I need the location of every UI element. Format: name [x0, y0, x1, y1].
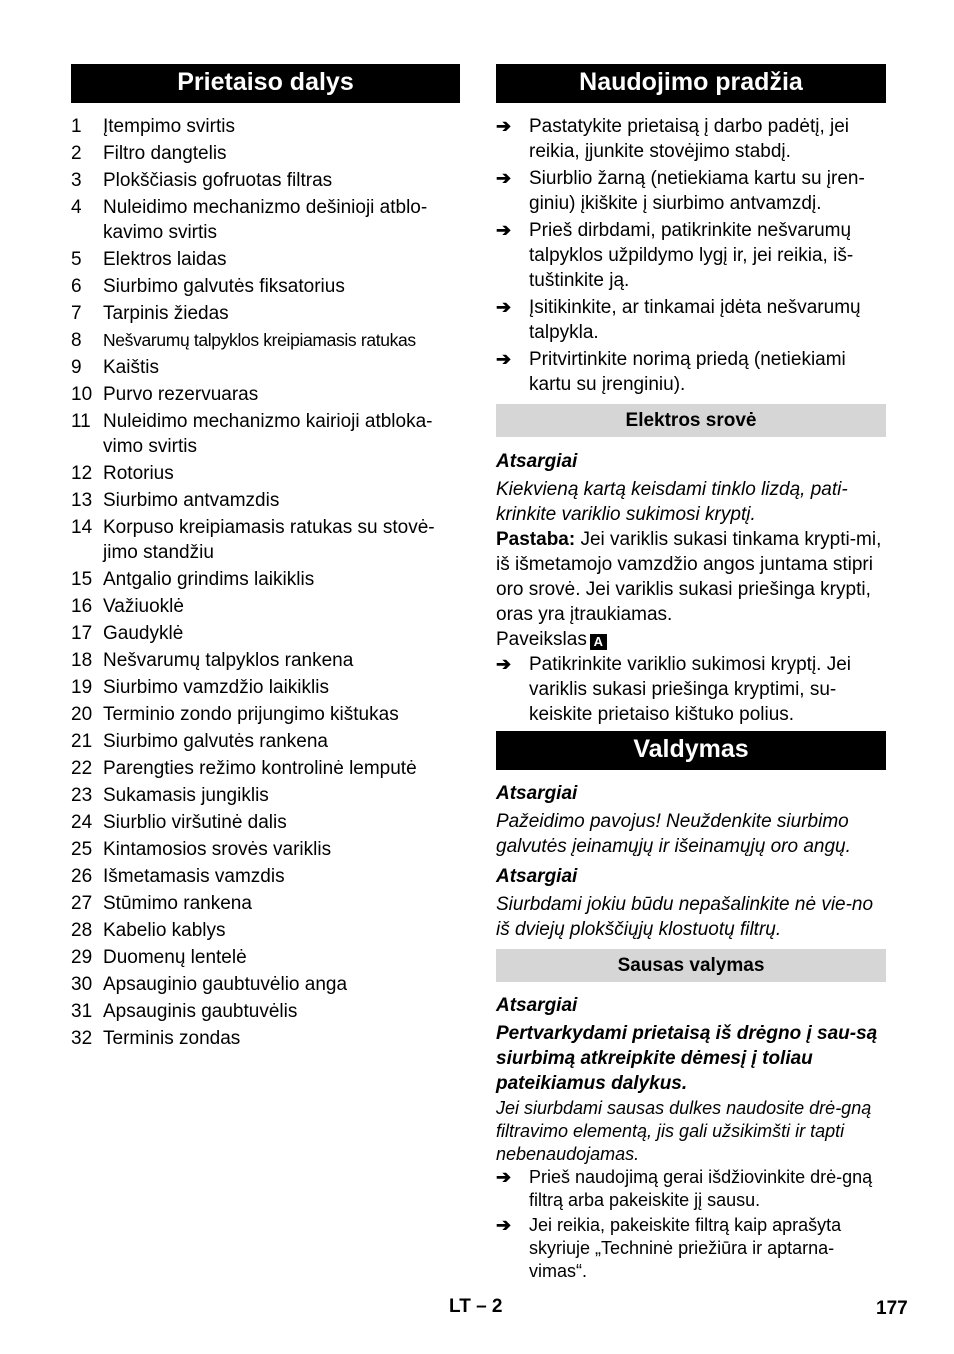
list-item [71, 648, 460, 673]
bullet-text: Įsitikinkite, ar tinkamai įdėta nešvarumų talpykla. [529, 297, 861, 343]
list-item [71, 515, 460, 565]
item-text: Purvo rezervuaras [103, 384, 259, 405]
control-caution1-label: Atsargiai [496, 783, 578, 804]
item-text: Važiuoklė [103, 596, 184, 617]
item-text: Nešvarumų talpyklos kreipiamasis ratukas [103, 330, 416, 350]
list-item [71, 972, 460, 997]
bullet-item [496, 114, 886, 164]
item-text: Filtro dangtelis [103, 143, 227, 164]
bullet-text: Jei reikia, pakeiskite filtrą kaip aprašyta skyriuje „Techninė priežiūra ir aptarna-vimas“. [529, 1215, 842, 1281]
item-text: Išmetamasis vamzdis [103, 866, 285, 887]
start-heading: Naudojimo pradžia [496, 64, 886, 103]
item-number: 22 [71, 758, 93, 779]
note-text: Jei variklis sukasi tinkama krypti-mi, iš išmetamojo vamzdžio angos juntama stipri oro srovė. Jei variklis sukasi priešinga krypti, oras yra įtraukiamas. [496, 529, 882, 625]
arrow-icon: ➔ [496, 168, 512, 188]
bullet-text: Pastatykite prietaisą į darbo padėtį, jei reikia, įjunkite stovėjimo stabdį. [529, 116, 850, 162]
parts-list [71, 114, 460, 1051]
list-item [71, 594, 460, 619]
list-item [71, 702, 460, 727]
item-number: 21 [71, 731, 93, 752]
item-text: Siurbimo galvutės rankena [103, 731, 328, 752]
item-text: Parengties režimo kontrolinė lemputė [103, 758, 417, 779]
item-text: Terminis zondas [103, 1028, 241, 1049]
item-text: Siurbimo vamzdžio laikiklis [103, 677, 329, 698]
item-text: Nuleidimo mechanizmo dešinioji atblo-kavimo svirtis [103, 197, 428, 243]
dry-caution-bold: Pertvarkydami prietaisą iš drėgno į sau-są siurbimą atkreipkite dėmesį į toliau pateikiamus dalykus. [496, 1023, 878, 1094]
list-item [71, 918, 460, 943]
power-note [496, 527, 886, 627]
item-text: Tarpinis žiedas [103, 303, 229, 324]
power-caution-label: Atsargiai [496, 451, 578, 472]
item-text: Įtempimo svirtis [103, 116, 235, 137]
item-number: 9 [71, 357, 82, 378]
list-item [71, 382, 460, 407]
bullet-item [496, 1166, 886, 1212]
list-item [71, 999, 460, 1024]
item-text: Sukamasis jungiklis [103, 785, 269, 806]
item-number: 24 [71, 812, 93, 833]
arrow-icon: ➔ [496, 116, 512, 136]
arrow-icon: ➔ [496, 654, 512, 674]
control-heading: Valdymas [496, 731, 886, 770]
list-item [71, 301, 460, 326]
list-item [71, 274, 460, 299]
list-item [71, 355, 460, 380]
list-item [71, 168, 460, 193]
list-item [71, 837, 460, 862]
list-item [71, 567, 460, 592]
item-text: Elektros laidas [103, 249, 227, 270]
item-number: 5 [71, 249, 82, 270]
list-item [71, 195, 460, 245]
control-caution1-text: Pažeidimo pavojus! Neuždenkite siurbimo galvutės įeinamųjų ir išeinamųjų oro angų. [496, 811, 851, 857]
list-item [71, 756, 460, 781]
dry-heading: Sausas valymas [496, 949, 886, 982]
item-number: 7 [71, 303, 82, 324]
item-text: Kaištis [103, 357, 159, 378]
item-number: 17 [71, 623, 93, 644]
item-text: Gaudyklė [103, 623, 184, 644]
list-item [71, 945, 460, 970]
figure-label: Paveikslas [496, 629, 587, 650]
list-item [71, 891, 460, 916]
item-number: 4 [71, 197, 82, 218]
item-number: 12 [71, 463, 93, 484]
note-label: Pastaba: [496, 529, 576, 550]
arrow-icon: ➔ [496, 1215, 512, 1235]
arrow-icon: ➔ [496, 220, 512, 240]
figure-a-icon: A [590, 634, 607, 650]
item-number: 2 [71, 143, 82, 164]
list-item [71, 247, 460, 272]
bullet-item [496, 218, 886, 293]
bullet-text: Prieš dirbdami, patikrinkite nešvarumų talpyklos užpildymo lygį ir, jei reikia, iš-tuštinkite ją. [529, 220, 854, 291]
item-text: Siurbimo antvamzdis [103, 490, 280, 511]
item-text: Korpuso kreipiamasis ratukas su stovė-jimo standžiu [103, 517, 435, 563]
item-number: 8 [71, 330, 82, 351]
bullet-item [496, 166, 886, 216]
page-number: 177 [876, 1298, 908, 1319]
item-text: Apsauginio gaubtuvėlio anga [103, 974, 348, 995]
item-number: 29 [71, 947, 93, 968]
item-text: Siurbimo galvutės fiksatorius [103, 276, 345, 297]
arrow-icon: ➔ [496, 297, 512, 317]
list-item [71, 461, 460, 486]
item-text: Duomenų lentelė [103, 947, 247, 968]
list-item [71, 328, 460, 353]
item-text: Siurblio viršutinė dalis [103, 812, 287, 833]
bullet-item [496, 1214, 886, 1283]
item-number: 14 [71, 517, 93, 538]
list-item [71, 621, 460, 646]
list-item [71, 729, 460, 754]
control-caution2-text: Siurbdami jokiu būdu nepašalinkite nė vie-no iš dviejų plokščiųjų klostuotų filtrų. [496, 894, 874, 940]
dry-caution-text: Jei siurbdami sausas dulkes naudosite drė-gną filtravimo elementą, jis gali užsikimšti ir tapti nebenaudojamas. [496, 1098, 872, 1164]
item-number: 15 [71, 569, 93, 590]
item-text: Antgalio grindims laikiklis [103, 569, 315, 590]
start-bullets [496, 114, 886, 397]
item-number: 18 [71, 650, 93, 671]
bullet-text: Prieš naudojimą gerai išdžiovinkite drė-gną filtrą arba pakeiskite jį sausu. [529, 1167, 873, 1210]
item-number: 23 [71, 785, 93, 806]
dry-bullets [496, 1166, 886, 1283]
list-item [71, 1026, 460, 1051]
list-item [71, 864, 460, 889]
figure-reference [496, 627, 886, 652]
list-item [71, 141, 460, 166]
item-number: 28 [71, 920, 93, 941]
control-caution2-label: Atsargiai [496, 866, 578, 887]
arrow-icon: ➔ [496, 1167, 512, 1187]
item-number: 26 [71, 866, 93, 887]
bullet-item [496, 652, 886, 727]
item-number: 32 [71, 1028, 93, 1049]
item-number: 27 [71, 893, 93, 914]
list-item [71, 810, 460, 835]
bullet-text: Siurblio žarną (netiekiama kartu su įren-giniu) įkiškite į siurbimo antvamzdį. [529, 168, 865, 214]
item-number: 19 [71, 677, 93, 698]
dry-caution-label: Atsargiai [496, 995, 578, 1016]
bullet-item [496, 295, 886, 345]
item-text: Apsauginis gaubtuvėlis [103, 1001, 298, 1022]
item-number: 3 [71, 170, 82, 191]
bullet-text: Patikrinkite variklio sukimosi kryptį. Jei variklis sukasi priešinga kryptimi, su-keiskite prietaiso kištuko polius. [529, 654, 852, 725]
footer-language-page: LT – 2 [449, 1296, 503, 1317]
item-number: 10 [71, 384, 93, 405]
arrow-icon: ➔ [496, 349, 512, 369]
item-number: 11 [71, 411, 91, 432]
item-number: 20 [71, 704, 93, 725]
item-number: 16 [71, 596, 93, 617]
item-number: 30 [71, 974, 93, 995]
item-text: Nuleidimo mechanizmo kairioji atbloka-vimo svirtis [103, 411, 433, 457]
item-text: Terminio zondo prijungimo kištukas [103, 704, 399, 725]
list-item [71, 488, 460, 513]
item-text: Nešvarumų talpyklos rankena [103, 650, 354, 671]
item-number: 31 [71, 1001, 93, 1022]
item-text: Kintamosios srovės variklis [103, 839, 332, 860]
item-text: Kabelio kablys [103, 920, 226, 941]
list-item [71, 409, 460, 459]
item-number: 25 [71, 839, 93, 860]
bullet-text: Pritvirtinkite norimą priedą (netiekiami kartu su įrenginiu). [529, 349, 846, 395]
parts-column [71, 64, 460, 1053]
item-text: Rotorius [103, 463, 174, 484]
item-text: Stūmimo rankena [103, 893, 252, 914]
parts-heading: Prietaiso dalys [71, 64, 460, 103]
list-item [71, 114, 460, 139]
bullet-item [496, 347, 886, 397]
instructions-column [496, 64, 886, 1285]
item-number: 6 [71, 276, 82, 297]
list-item [71, 783, 460, 808]
power-heading: Elektros srovė [496, 404, 886, 437]
item-text: Plokščiasis gofruotas filtras [103, 170, 333, 191]
list-item [71, 675, 460, 700]
item-number: 1 [71, 116, 82, 137]
item-number: 13 [71, 490, 93, 511]
power-caution-text: Kiekvieną kartą keisdami tinklo lizdą, pati-krinkite variklio sukimosi kryptį. [496, 479, 848, 525]
